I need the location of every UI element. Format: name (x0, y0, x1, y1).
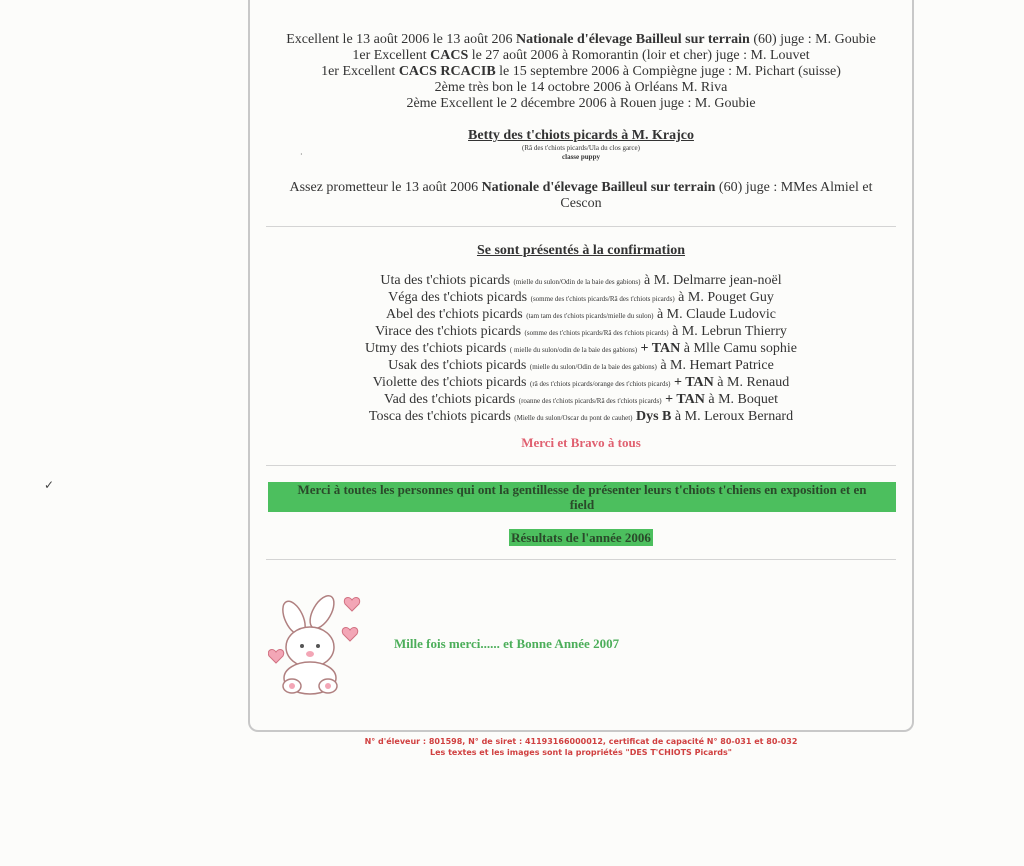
document-page (248, 0, 914, 732)
scan-mark: · (300, 150, 303, 159)
result-line: Excellent le 13 août 2006 le 13 août 206 Nationale d'élevage Bailleul sur terrain (60) juge : M. Goubie (286, 32, 876, 47)
result-line: 2ème Excellent le 2 décembre 2006 à Rouen juge : M. Goubie (406, 96, 756, 111)
confirmation-entry: Violette des t'chiots picards (râ des t'chiots picards/orange des t'chiots picards) + TAN à M. Renaud (372, 375, 790, 390)
betty-section (250, 128, 912, 162)
confirmation-heading: Se sont présentés à la confirmation (476, 243, 686, 258)
result-line: 2ème très bon le 14 octobre 2006 à Orléans M. Riva (434, 80, 728, 95)
scan-mark: ✓ (44, 478, 55, 492)
confirmation-entry: Abel des t'chiots picards (tam tam des t'chiots picards/mielle du sulon) à M. Claude Ludovic (386, 307, 776, 322)
results-year-banner: Résultats de l'année 2006 (511, 530, 651, 545)
betty-result-line2: Cescon (560, 196, 602, 211)
result-line: 1er Excellent CACS le 27 août 2006 à Romorantin (loir et cher) juge : M. Louvet (352, 48, 810, 63)
footer (248, 736, 914, 758)
thanks-banner: Merci à toutes les personnes qui ont la gentillesse de présenter leurs t'chiots t'chiens en exposition et en field (268, 482, 896, 512)
separator (266, 226, 896, 227)
thanks-text: Merci et Bravo à tous (521, 435, 641, 450)
confirmation-entry: Tosca des t'chiots picards (Mielle du sulon/Oscar du pont de cauhet) Dys B à M. Leroux Bernard (368, 409, 794, 424)
betty-class: classe puppy (562, 153, 600, 161)
confirmation-entry: Véga des t'chiots picards (somme des t'chiots picards/Râ des t'chiots picards) à M. Pouget Guy (388, 290, 774, 305)
confirmation-entry: Utmy des t'chiots picards ( mielle du sulon/odin de la baie des gabions) + TAN à Mlle Camu sophie (365, 341, 797, 356)
footer-breeder-info: N° d'éleveur : 801598, N° de siret : 41193166000012, certificat de capacité N° 80-031 et 80-032 (364, 737, 798, 746)
betty-parents: (Râ des t'chiots picards/Ula du clos garce) (522, 144, 640, 152)
separator (266, 559, 896, 560)
confirmation-list (250, 273, 912, 426)
confirmation-entry: Uta des t'chiots picards (mielle du sulon/Odin de la baie des gabions) à M. Delmarre jean-noël (380, 273, 782, 288)
betty-result: Assez prometteur le 13 août 2006 Nationale d'élevage Bailleul sur terrain (60) juge : MMes Almiel et Cescon (250, 180, 912, 212)
confirmation-entry: Virace des t'chiots picards (somme des t'chiots picards/Râ des t'chiots picards) à M. Lebrun Thierry (375, 324, 787, 339)
confirmation-entry: Vad des t'chiots picards (roanne des t'chiots picards/Râ des t'chiots picards) + TAN à M. Boquet (384, 392, 778, 407)
results-list (250, 32, 912, 112)
result-line: 1er Excellent CACS RCACIB le 15 septembre 2006 à Compiègne juge : M. Pichart (suisse) (321, 64, 841, 79)
footer-copyright: Les textes et les images sont la propriétés "DES T'CHIOTS Picards" (430, 748, 732, 757)
separator (266, 465, 896, 466)
betty-title: Betty des t'chiots picards à M. Krajco (468, 128, 694, 143)
bunny-illustration (268, 592, 368, 702)
confirmation-entry: Usak des t'chiots picards (mielle du sulon/Odin de la baie des gabions) à M. Hemart Patrice (388, 358, 774, 373)
new-year-greeting: Mille fois merci...... et Bonne Année 2007 (394, 636, 620, 651)
